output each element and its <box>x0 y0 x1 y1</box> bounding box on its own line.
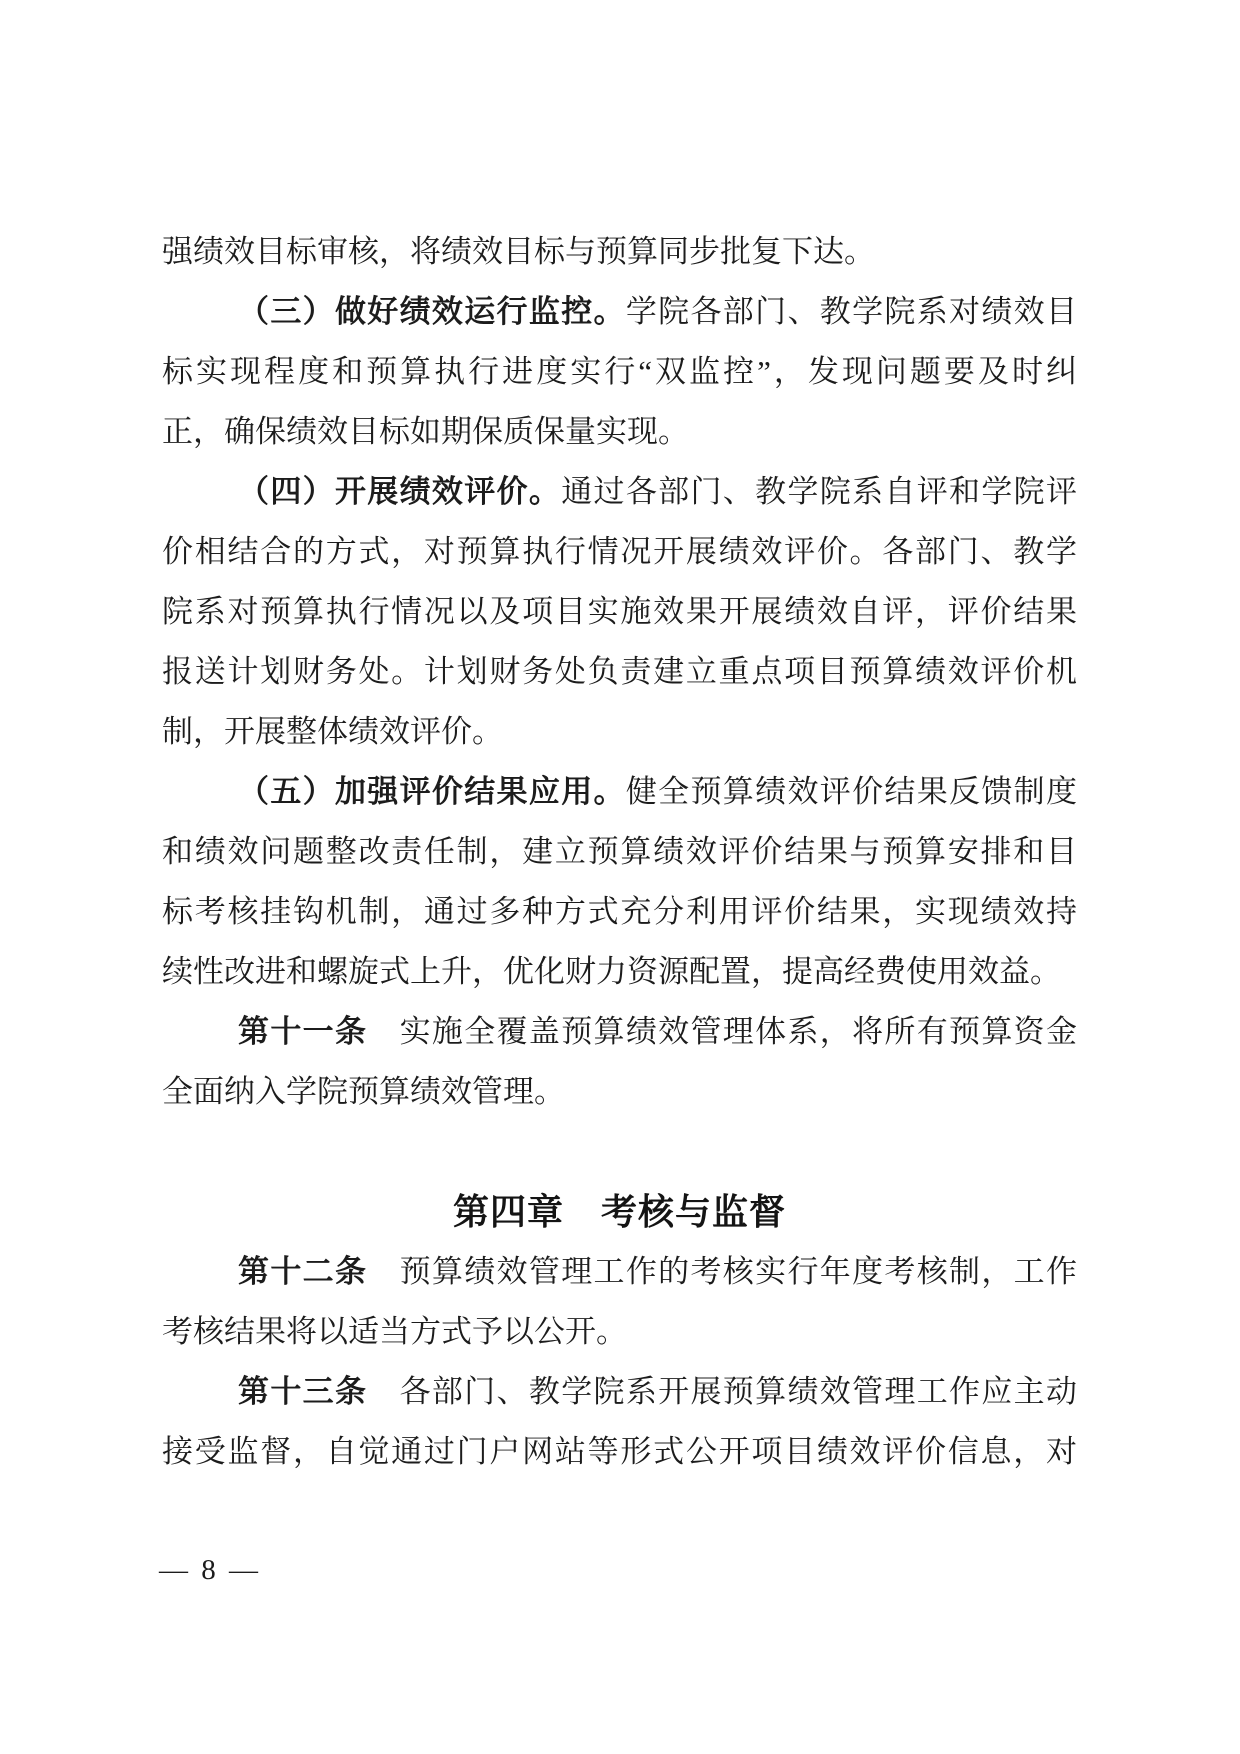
text-run: 院系对预算执行情况以及项目实施效果开展绩效自评，评价结果 <box>162 594 1077 629</box>
text-line <box>162 282 1077 342</box>
bold-run: （四）开展绩效评价。 <box>238 474 562 509</box>
text-line <box>162 1002 1077 1062</box>
text-line <box>162 342 1077 402</box>
text-line <box>162 1062 1077 1122</box>
text-run: 标考核挂钩机制，通过多种方式充分利用评价结果，实现绩效持 <box>162 894 1077 929</box>
article-number-bold-run: 第十三条 <box>238 1374 368 1409</box>
text-line <box>162 1422 1077 1482</box>
text-run: 各部门、教学院系开展预算绩效管理工作应主动 <box>367 1374 1077 1409</box>
text-line <box>162 702 1077 762</box>
text-run: 和绩效问题整改责任制，建立预算绩效评价结果与预算安排和目 <box>162 834 1077 869</box>
text-run: 接受监督，自觉通过门户网站等形式公开项目绩效评价信息，对 <box>162 1434 1077 1469</box>
text-run: 预算绩效管理工作的考核实行年度考核制，工作 <box>367 1254 1077 1289</box>
article-number-bold-run: 第十一条 <box>238 1014 368 1049</box>
text-line <box>162 762 1077 822</box>
text-run: 健全预算绩效评价结果反馈制度 <box>625 774 1077 809</box>
text-run: 实施全覆盖预算绩效管理体系，将所有预算资金 <box>367 1014 1077 1049</box>
text-line <box>162 402 1077 462</box>
text-line <box>162 882 1077 942</box>
text-line <box>162 522 1077 582</box>
text-line <box>162 942 1077 1002</box>
text-line <box>162 582 1077 642</box>
text-run: 续性改进和螺旋式上升，优化财力资源配置，提高经费使用效益。 <box>162 954 1061 989</box>
text-line <box>162 1362 1077 1422</box>
text-run: 强绩效目标审核，将绩效目标与预算同步批复下达。 <box>162 234 875 269</box>
text-line <box>162 642 1077 702</box>
text-run: 标实现程度和预算执行进度实行“双监控”，发现问题要及时纠 <box>162 354 1077 389</box>
text-run: 报送计划财务处。计划财务处负责建立重点项目预算绩效评价机 <box>162 654 1077 689</box>
text-run: 价相结合的方式，对预算执行情况开展绩效评价。各部门、教学 <box>162 534 1077 569</box>
text-run: 学院各部门、教学院系对绩效目 <box>625 294 1077 329</box>
article-number-bold-run: 第十二条 <box>238 1254 368 1289</box>
text-line <box>162 1302 1077 1362</box>
text-line <box>162 222 1077 282</box>
text-run: 全面纳入学院预算绩效管理。 <box>162 1074 565 1109</box>
text-run: 通过各部门、教学院系自评和学院评 <box>561 474 1077 509</box>
page-number: — 8 — <box>159 1554 258 1586</box>
text-line <box>162 1242 1077 1302</box>
text-run: 制，开展整体绩效评价。 <box>162 714 503 749</box>
bold-run: （三）做好绩效运行监控。 <box>238 294 626 329</box>
text-line <box>162 462 1077 522</box>
chapter-heading: 第四章 考核与监督 <box>452 1191 786 1232</box>
bold-run: （五）加强评价结果应用。 <box>238 774 626 809</box>
text-run: 正，确保绩效目标如期保质保量实现。 <box>162 414 689 449</box>
text-run: 考核结果将以适当方式予以公开。 <box>162 1314 627 1349</box>
text-line <box>162 822 1077 882</box>
